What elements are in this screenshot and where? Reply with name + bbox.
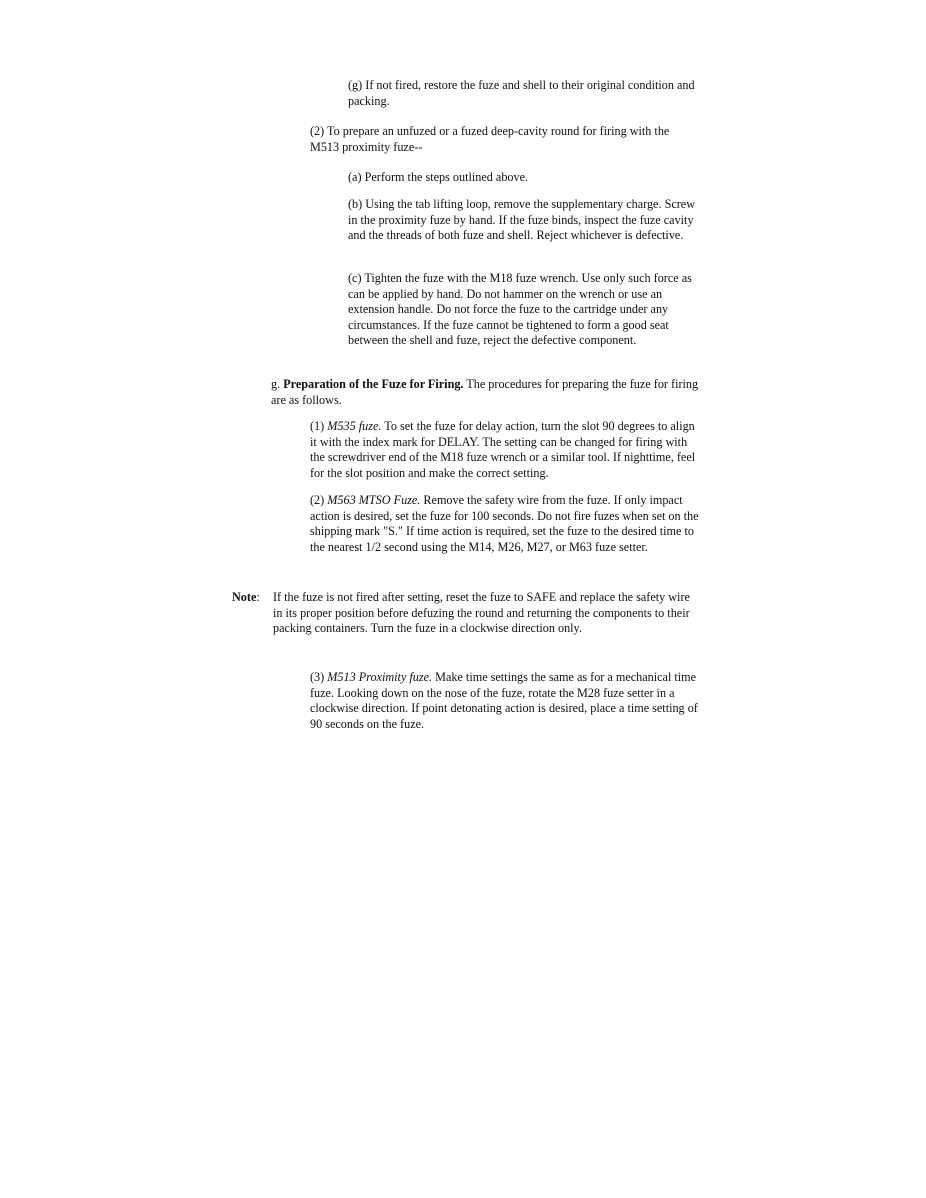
fuze-3-number: (3): [310, 670, 328, 684]
note-colon: :: [256, 590, 260, 604]
fuze-3-title: M513 Proximity fuze.: [327, 670, 433, 684]
section-g-text: The procedures for preparing the fuze for firing are as follows.: [271, 377, 699, 407]
note-text: If the fuze is not fired after setting, reset the fuze to SAFE and replace the safety wire in its proper position before defuzing the round and returning the components to their packing containers. Turn the fuze in a clockwise direction only.: [273, 590, 690, 636]
section-g-paragraph: [271, 377, 700, 408]
fuze-2-paragraph: [310, 493, 700, 555]
fuze-1-paragraph: [310, 419, 700, 481]
note-label-text: Note: [232, 590, 257, 604]
fuze-2-title: M563 MTSO Fuze.: [327, 493, 421, 507]
section-g-heading: Preparation of the Fuze for Firing.: [283, 377, 464, 391]
fuze-1-number: (1): [310, 419, 328, 433]
note-label: [232, 590, 260, 606]
substep-c: (c) Tighten the fuze with the M18 fuze wrench. Use only such force as can be applied by hand. Do not hammer on the wrench or use an extension handle. Do not force the fuze to the cartridge under any circumstances. If the fuze cannot be tightened to form a good seat between the shell and fuze, reject the defective component.: [348, 271, 692, 348]
substep-a: (a) Perform the steps outlined above.: [348, 170, 529, 184]
fuze-2-number: (2): [310, 493, 328, 507]
fuze-3-paragraph: [310, 670, 700, 732]
fuze-3-text: Make time settings the same as for a mechanical time fuze. Looking down on the nose of the fuze, rotate the M28 fuze setter in a clockwise direction. If point detonating action is desired, place a time setting of 90 seconds on the fuze.: [310, 670, 698, 731]
fuze-1-text: To set the fuze for delay action, turn the slot 90 degrees to align it with the index mark for DELAY. The setting can be changed for firing with the screwdriver end of the M18 fuze wrench or a similar tool. If nighttime, feel for the slot position and make the correct setting.: [310, 419, 696, 480]
fuze-2-text: Remove the safety wire from the fuze. If only impact action is desired, set the fuze for 100 seconds. Do not fire fuzes when set on the shipping mark "S." If time action is required, set the fuze to the desired time to the nearest 1/2 second using the M14, M26, M27, or M63 fuze setter.: [310, 493, 699, 554]
section-g-prefix: g.: [271, 377, 284, 391]
step-2-prepare-round: (2) To prepare an unfuzed or a fuzed deep-cavity round for firing with the M513 proximity fuze--: [310, 124, 670, 154]
substep-b: (b) Using the tab lifting loop, remove the supplementary charge. Screw in the proximity fuze by hand. If the fuze binds, inspect the fuze cavity and the threads of both fuze and shell. Reject whichever is defective.: [348, 197, 696, 243]
fuze-1-title: M535 fuze.: [327, 419, 382, 433]
step-g-restore: (g) If not fired, restore the fuze and shell to their original condition and packing.: [348, 78, 695, 108]
